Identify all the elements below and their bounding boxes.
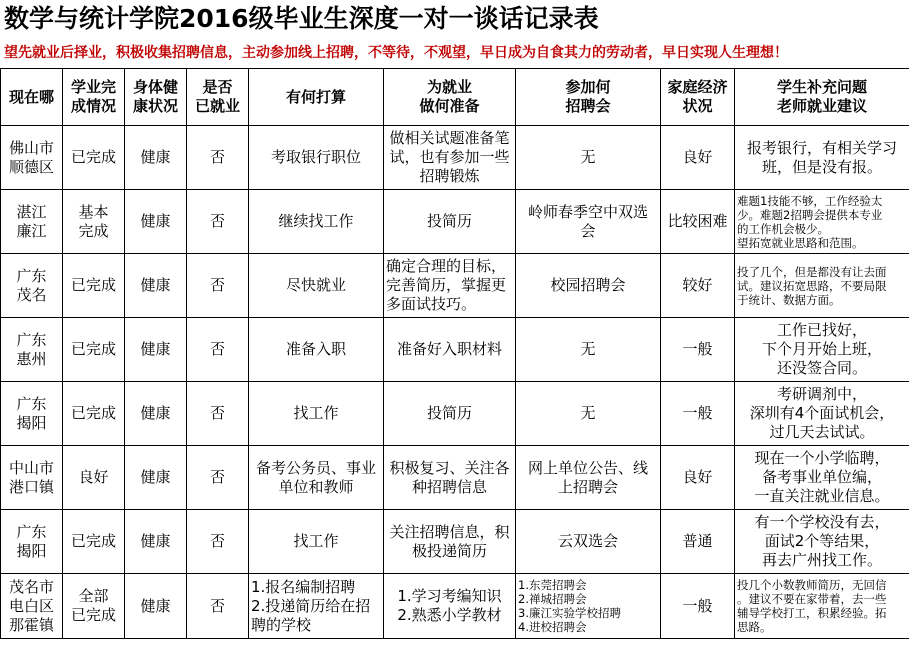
cell-location: 茂名市 电白区 那霍镇 (1, 574, 63, 639)
cell-plan: 考取银行职位 (249, 126, 384, 190)
cell-study: 全部 已完成 (63, 574, 125, 639)
header-health: 身体健 康状况 (125, 69, 187, 126)
cell-economy: 良好 (661, 126, 735, 190)
cell-employed: 否 (187, 446, 249, 510)
cell-study: 已完成 (63, 126, 125, 190)
cell-plan: 继续找工作 (249, 190, 384, 254)
cell-study: 已完成 (63, 382, 125, 446)
cell-preparation: 积极复习、关注各 种招聘信息 (384, 446, 516, 510)
cell-job-fair: 网上单位公告、线 上招聘会 (516, 446, 661, 510)
table-row (1, 510, 909, 574)
cell-economy: 一般 (661, 574, 735, 639)
cell-plan: 准备入职 (249, 318, 384, 382)
interview-record-table (0, 68, 909, 639)
cell-plan: 1.报名编制招聘 2.投递简历给在招 聘的学校 (249, 574, 384, 639)
cell-plan: 尽快就业 (249, 254, 384, 318)
header-economy: 家庭经济 状况 (661, 69, 735, 126)
cell-plan: 找工作 (249, 382, 384, 446)
cell-job-fair: 岭师春季空中双选 会 (516, 190, 661, 254)
cell-location: 广东 揭阳 (1, 510, 63, 574)
cell-economy: 一般 (661, 318, 735, 382)
cell-economy: 一般 (661, 382, 735, 446)
cell-health: 健康 (125, 126, 187, 190)
cell-health: 健康 (125, 382, 187, 446)
cell-employed: 否 (187, 510, 249, 574)
cell-health: 健康 (125, 574, 187, 639)
cell-preparation: 准备好入职材料 (384, 318, 516, 382)
header-advice: 学生补充问题 老师就业建议 (735, 69, 909, 126)
page-subtitle: 望先就业后择业，积极收集招聘信息，主动参加线上招聘，不等待，不观望，早日成为自食其力的劳动者，早日实现人生理想！ (4, 45, 788, 61)
table-row (1, 574, 909, 639)
cell-health: 健康 (125, 190, 187, 254)
cell-job-fair: 无 (516, 382, 661, 446)
cell-economy: 普通 (661, 510, 735, 574)
cell-preparation: 做相关试题准备笔 试，也有参加一些 招聘锻炼 (384, 126, 516, 190)
cell-economy: 较好 (661, 254, 735, 318)
cell-job-fair: 校园招聘会 (516, 254, 661, 318)
header-plan: 有何打算 (249, 69, 384, 126)
cell-study: 基本 完成 (63, 190, 125, 254)
cell-employed: 否 (187, 574, 249, 639)
table-row (1, 318, 909, 382)
cell-location: 广东 茂名 (1, 254, 63, 318)
cell-employed: 否 (187, 126, 249, 190)
cell-job-fair: 云双选会 (516, 510, 661, 574)
cell-employed: 否 (187, 318, 249, 382)
cell-job-fair: 无 (516, 126, 661, 190)
cell-preparation: 投简历 (384, 382, 516, 446)
cell-location: 中山市 港口镇 (1, 446, 63, 510)
cell-job-fair: 无 (516, 318, 661, 382)
cell-advice: 考研调剂中， 深圳有4个面试机会， 过几天去试试。 (735, 382, 909, 446)
cell-study: 良好 (63, 446, 125, 510)
cell-advice: 难题1技能不够，工作经验太 少。难题2招聘会提供本专业 的工作机会极少。 望拓宽就业思路和范围。 (735, 190, 909, 254)
cell-health: 健康 (125, 446, 187, 510)
cell-health: 健康 (125, 254, 187, 318)
header-preparation: 为就业 做何准备 (384, 69, 516, 126)
cell-location: 广东 惠州 (1, 318, 63, 382)
cell-job-fair: 1.东莞招聘会 2.禅城招聘会 3.廉江实验学校招聘 4.进校招聘会 (516, 574, 661, 639)
cell-economy: 比较困难 (661, 190, 735, 254)
cell-employed: 否 (187, 382, 249, 446)
table-row (1, 190, 909, 254)
cell-location: 广东 揭阳 (1, 382, 63, 446)
cell-location: 佛山市 顺德区 (1, 126, 63, 190)
cell-employed: 否 (187, 190, 249, 254)
table-row (1, 126, 909, 190)
header-job-fair: 参加何 招聘会 (516, 69, 661, 126)
header-location: 现在哪 (1, 69, 63, 126)
cell-advice: 投了几个，但是都没有让去面 试。建议拓宽思路，不要局限 于统计、数据方面。 (735, 254, 909, 318)
cell-advice: 工作已找好， 下个月开始上班， 还没签合同。 (735, 318, 909, 382)
cell-health: 健康 (125, 510, 187, 574)
table-row (1, 382, 909, 446)
cell-advice: 有一个学校没有去， 面试2个等结果， 再去广州找工作。 (735, 510, 909, 574)
cell-health: 健康 (125, 318, 187, 382)
cell-preparation: 投简历 (384, 190, 516, 254)
cell-study: 已完成 (63, 318, 125, 382)
cell-preparation: 确定合理的目标， 完善简历，掌握更 多面试技巧。 (384, 254, 516, 318)
cell-preparation: 1.学习考编知识 2.熟悉小学教材 (384, 574, 516, 639)
table-row (1, 254, 909, 318)
cell-economy: 良好 (661, 446, 735, 510)
cell-study: 已完成 (63, 510, 125, 574)
table-row (1, 446, 909, 510)
cell-plan: 找工作 (249, 510, 384, 574)
cell-advice: 现在一个小学临聘， 备考事业单位编， 一直关注就业信息。 (735, 446, 909, 510)
header-study: 学业完 成情况 (63, 69, 125, 126)
cell-employed: 否 (187, 254, 249, 318)
table-header-row (1, 69, 909, 126)
cell-plan: 备考公务员、事业 单位和教师 (249, 446, 384, 510)
cell-study: 已完成 (63, 254, 125, 318)
cell-location: 湛江 廉江 (1, 190, 63, 254)
cell-advice: 报考银行，有相关学习 班，但是没有报。 (735, 126, 909, 190)
cell-advice: 投几个小数教师简历，无回信 。建议不要在家带着，去一些 辅导学校打工，积累经验。拓 思路。 (735, 574, 909, 639)
cell-preparation: 关注招聘信息，积 极投递简历 (384, 510, 516, 574)
header-employed: 是否 已就业 (187, 69, 249, 126)
page-title: 数学与统计学院2016级毕业生深度一对一谈话记录表 (4, 4, 599, 33)
